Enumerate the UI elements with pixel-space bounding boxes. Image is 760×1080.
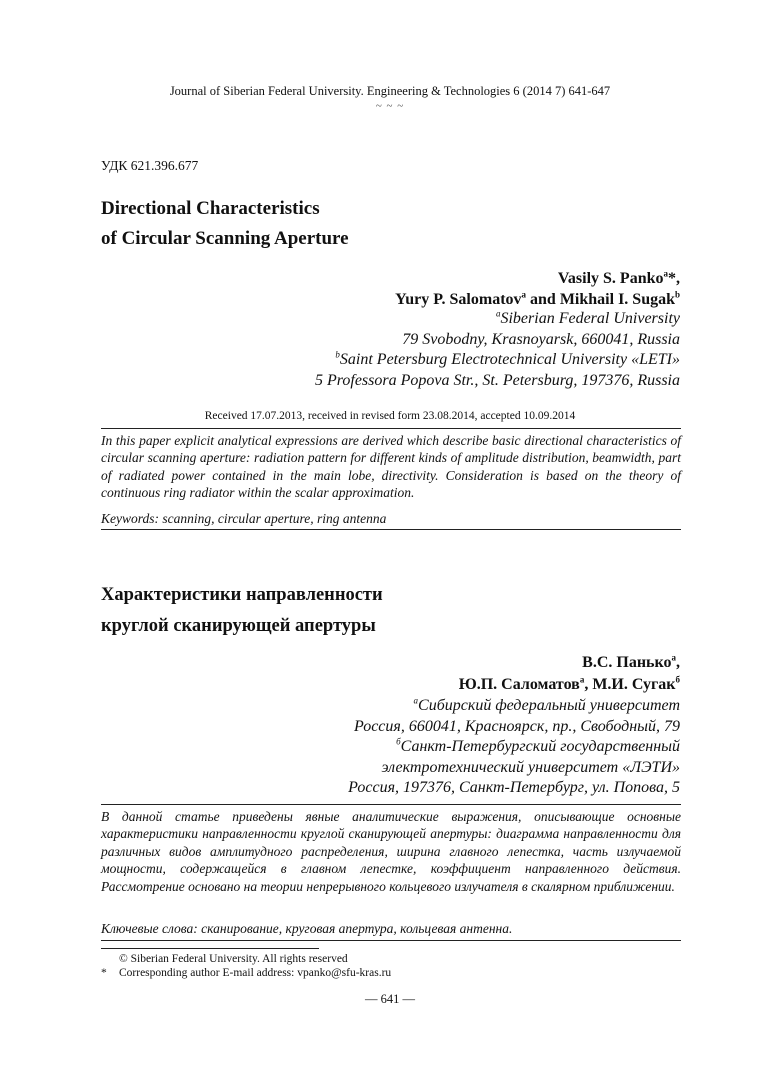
author-sugak: Mikhail I. Sugak xyxy=(559,291,675,308)
divider-bottom-en xyxy=(101,529,681,530)
title-en-line-2: of Circular Scanning Aperture xyxy=(101,228,349,249)
journal-header: Journal of Siberian Federal University. Engineering & Technologies 6 (2014 7) 641-647 xyxy=(169,84,611,98)
header-separator: ~ ~ ~ xyxy=(375,100,405,112)
authors-ru-line-1 xyxy=(459,652,680,674)
affil-sup: a xyxy=(495,308,501,319)
affil-ru-b-addr: Россия, 197376, Санкт-Петербург, ул. Попова, 5 xyxy=(348,779,680,796)
udk-code: УДК 621.396.677 xyxy=(101,158,199,173)
affiliations-ru xyxy=(348,696,680,799)
authors-ru xyxy=(459,652,680,696)
author-star: *, xyxy=(668,270,680,287)
authors-ru-line-2 xyxy=(459,674,680,696)
title-en xyxy=(101,194,349,254)
author-sup: b xyxy=(674,289,680,300)
author-sup: а xyxy=(579,674,585,685)
page-number: — 641 — xyxy=(365,992,415,1006)
footnote-star: * xyxy=(101,967,107,979)
author-panko-ru: В.С. Панько xyxy=(582,654,672,671)
author-panko: Vasily S. Panko xyxy=(557,270,664,287)
affil-sup: b xyxy=(335,349,340,360)
author-sup: a xyxy=(521,289,527,300)
divider-top-ru xyxy=(101,804,681,805)
author-sup: а xyxy=(671,652,676,663)
author-sup: б xyxy=(675,674,680,685)
affil-ru-a-addr: Россия, 660041, Красноярск, пр., Свободный, 79 xyxy=(354,717,680,735)
title-ru xyxy=(101,580,383,642)
affil-a-addr: 79 Svobodny, Krasnoyarsk, 660041, Russia xyxy=(402,330,680,348)
title-en-line-1: Directional Characteristics xyxy=(101,198,320,219)
affil-ru-b-name2: электротехнический университет «ЛЭТИ» xyxy=(381,758,680,776)
affil-b-name xyxy=(315,350,680,371)
author-comma: , xyxy=(676,654,680,671)
author-salomatov: Yury P. Salomatov xyxy=(395,291,522,308)
affil-sup: б xyxy=(396,736,401,747)
author-sugak-ru: М.И. Сугак xyxy=(592,676,676,693)
affil-ru-b-name1 xyxy=(348,737,680,758)
author-sep: , xyxy=(584,676,593,693)
affil-a-text: Siberian Federal University xyxy=(500,310,680,327)
authors-en xyxy=(395,268,680,310)
authors-en-line-1 xyxy=(395,268,680,289)
abstract-ru: В данной статье приведены явные аналитические выражения, описывающие основные характеристики направленности круглой сканирующей апертуры: диаграмма направленности для различных видов амплитудного распределения, ширина главного лепестка, часть излучаемой мощности, содержащейся в главном лепестке, коэффициент направленного действия. Рассмотрение основано на теории непрерывного кольцевого излучателя в скалярном приближении. xyxy=(101,809,681,894)
divider-top-en xyxy=(101,428,681,429)
corresponding-author: Corresponding author E-mail address: vpanko@sfu-kras.ru xyxy=(119,967,392,979)
author-sup: a xyxy=(663,268,668,279)
authors-en-line-2 xyxy=(395,289,680,310)
received-dates: Received 17.07.2013, received in revised form 23.08.2014, accepted 10.09.2014 xyxy=(204,410,576,422)
affil-ru-a-text: Сибирский федеральный университет xyxy=(418,697,680,714)
divider-bottom-ru xyxy=(101,940,681,941)
affil-ru-a-name xyxy=(348,696,680,717)
abstract-en: In this paper explicit analytical expressions are derived which describe basic directional characteristics of circular scanning aperture: radiation pattern for different kinds of amplitude distribution, beamwidth, part of radiated power contained in the main lobe, directivity. Consideration is based on the theory of continuous ring radiator within the scalar approximation. xyxy=(101,433,681,501)
affiliations-en xyxy=(315,309,680,391)
affil-ru-b-text: Санкт-Петербургский государственный xyxy=(400,738,680,755)
title-ru-line-1: Характеристики направленности xyxy=(101,585,383,605)
affil-sup: а xyxy=(413,695,419,706)
affil-b-text: Saint Petersburg Electrotechnical University «LETI» xyxy=(339,351,680,368)
keywords-en: Keywords: scanning, circular aperture, ring antenna xyxy=(101,511,387,526)
affil-a-name xyxy=(315,309,680,330)
affil-b-addr: 5 Professora Popova Str., St. Petersburg, 197376, Russia xyxy=(314,371,680,389)
title-ru-line-2: круглой сканирующей апертуры xyxy=(101,616,376,636)
author-and: and xyxy=(526,291,560,308)
keywords-ru: Ключевые слова: сканирование, круговая апертура, кольцевая антенна. xyxy=(101,921,513,936)
author-salomatov-ru: Ю.П. Саломатов xyxy=(458,676,580,693)
footnote-rule xyxy=(101,948,319,949)
copyright-note: © Siberian Federal University. All rights reserved xyxy=(119,953,348,965)
